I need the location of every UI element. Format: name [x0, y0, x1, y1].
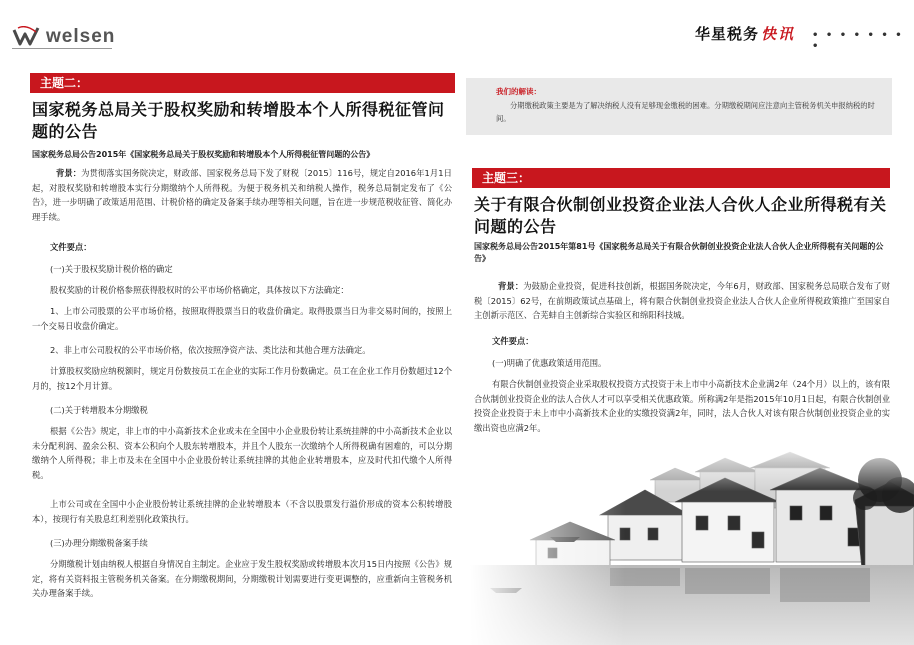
note-title: 我们的解读：: [496, 87, 541, 96]
left-subsection-1-item-1: 1、上市公司股票的公平市场价格，按照取得股票当日的收盘价确定。取得股票当日为非交易时间的，按照上一个交易日收盘价确定。: [32, 306, 452, 331]
left-subsection-1-item-2: 2、非上市公司股权的公平市场价格，依次按照净资产法、类比法和其他合理方法确定。: [50, 345, 371, 355]
newsletter-brand: [695, 22, 795, 44]
logo-text: welsen: [46, 26, 116, 47]
interpretation-note-box: [466, 78, 892, 135]
ink-village-painting: [470, 440, 914, 645]
right-article-title: 关于有限合伙制创业投资企业法人合伙人企业所得税有关问题的公告: [474, 195, 887, 236]
right-points-label: 文件要点：: [492, 336, 534, 346]
left-subsection-1-title: (一)关于股权奖励计税价格的确定: [50, 264, 173, 274]
right-article-reference: 国家税务总局公告2015年第81号《国家税务总局关于有限合伙制创业投资企业法人合伙人企业所得税有关问题的公告》: [474, 242, 884, 263]
left-subsection-2-para-2: 上市公司或在全国中小企业股份转让系统挂牌的企业转增股本（不含以股票发行溢价形成的资本公积转增股本），按现行有关股息红利差别化政策执行。: [32, 499, 452, 524]
section-label-topic-3: 主题三：: [472, 168, 890, 188]
brand-sub-text: 快讯: [761, 24, 796, 43]
left-subsection-1-intro: 股权奖励的计税价格参照获得股权时的公平市场价格确定，具体按以下方法确定：: [50, 285, 349, 295]
right-subsection-1-title: (一)明确了优惠政策适用范围。: [492, 358, 607, 368]
left-subsection-3-title: (三)办理分期缴税备案手续: [50, 538, 148, 548]
right-background-paragraph: 背景：为鼓励企业投资，促进科技创新，根据国务院决定，今年6月，财政部、国家税务总局联合发布了财税〔2015〕62号，在前期政策试点基础上，将有限合伙制创业投资企业法人合伙人企业所得税政策推广至国家自主创新示范区、合芜蚌自主创新综合实验区和绵阳科技城。: [474, 281, 890, 320]
left-article-reference: 国家税务总局公告2015年《国家税务总局关于股权奖励和转增股本个人所得税征管问题的公告》: [32, 150, 375, 159]
left-subsection-2-para-1: 根据《公告》规定，非上市的中小高新技术企业或未在全国中小企业股份转让系统挂牌的中小高新技术企业以未分配利润、盈余公积、资本公积向个人股东转增股本，并且个人股东一次缴纳个人所得税确有困难的，可以分期缴纳个人所得税；非上市及未在全国中小企业股份转让系统挂牌的其他企业转增股本，应及时代扣代缴个人所得税。: [32, 426, 452, 480]
left-subsection-2-title: (二)关于转增股本分期缴税: [50, 405, 148, 415]
left-article-title: 国家税务总局关于股权奖励和转增股本个人所得税征管问题的公告: [32, 100, 445, 141]
brand-main-text: 华星税务: [695, 24, 760, 43]
section-label-topic-2: 主题二：: [30, 73, 455, 93]
left-subsection-3-para-1: 分期缴税计划由纳税人根据自身情况自主制定。企业应于发生股权奖励或转增股本次月15日内按照《公告》规定，将有关资料报主管税务机关备案。在分期缴税期间，分期缴税计划需要进行变更调整的，应重新向主管税务机关办理备案手续。: [32, 559, 452, 598]
welsen-logo-icon: [12, 26, 42, 48]
left-background-paragraph: 背景：为贯彻落实国务院决定，财政部、国家税务总局下发了财税〔2015〕116号，规定自2016年1月1日起，对股权奖励和转增股本实行分期缴纳个人所得税。为便于税务机关和纳税人操作，税务总局制定发布了《公告》，进一步明确了政策适用范围、计税价格的确定及备案手续办理等相关问题，旨在进一步规范税收征管、简化办理手续。: [32, 168, 452, 222]
logo-underline: [12, 48, 112, 49]
right-subsection-1-para: 有限合伙制创业投资企业采取股权投资方式投资于未上市中小高新技术企业满2年（24个月）以上的，该有限合伙制创业投资企业的法人合伙人才可以享受相关优惠政策。所称满2年是指2015年10月1日起，有限合伙制创业投资企业投资于未上市中小高新技术企业的实缴投资满2年，同时，法人合伙人对该有限合伙制创业投资企业的实缴出资也应满2年。: [474, 379, 890, 433]
left-points-label: 文件要点：: [50, 242, 92, 252]
brand-dots: • • • • • • • •: [812, 30, 904, 52]
company-logo: [12, 24, 115, 50]
note-body: 分期缴税政策主要是为了解决纳税人没有足够现金缴税的困难。分期缴税期间应注意向主管税务机关申报纳税的时间。: [496, 101, 875, 123]
left-subsection-1-calc: 计算股权奖励应纳税额时，规定月份数按员工在企业的实际工作月份数确定。员工在企业工作月份数超过12个月的，按12个月计算。: [32, 366, 452, 391]
